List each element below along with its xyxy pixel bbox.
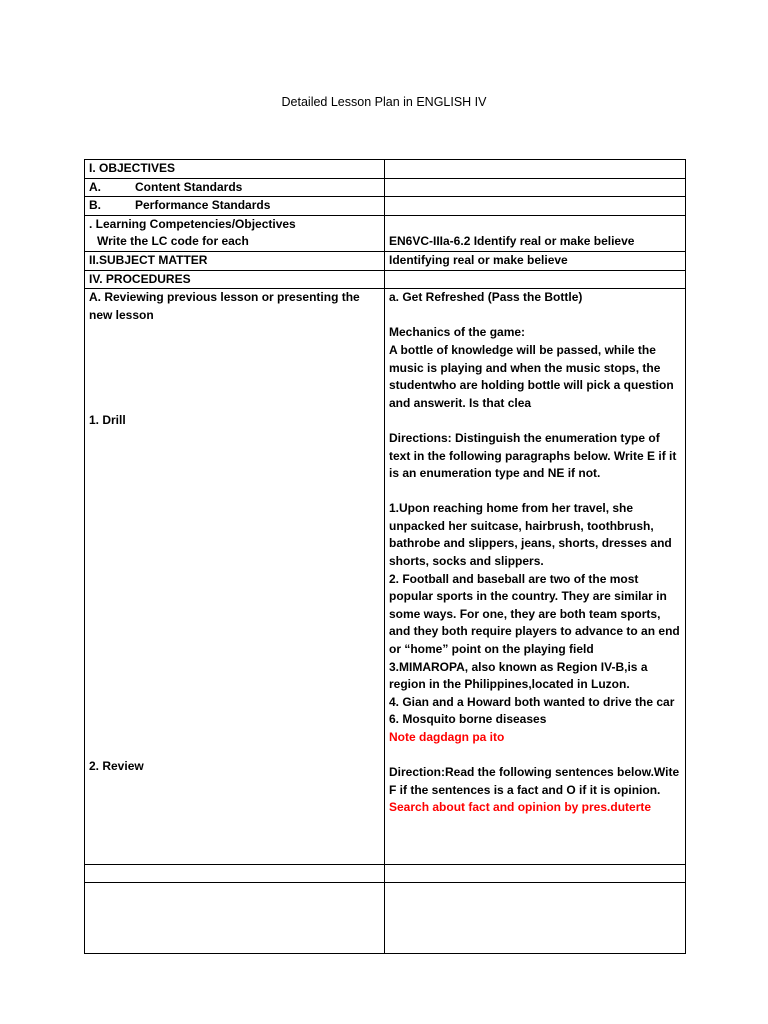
table-row	[85, 178, 686, 197]
review-note: Search about fact and opinion by pres.duterte	[389, 800, 652, 815]
competencies-label: . Learning Competencies/Objectives	[89, 216, 296, 231]
review-directions: Direction:Read the following sentences below.Wite F if the sentences is a fact and O if it is opinion.	[389, 765, 680, 797]
procedures-value-cell	[385, 270, 686, 289]
objectives-value-cell	[385, 160, 686, 179]
content-standards-value-cell	[385, 178, 686, 197]
procedures-right-cell	[385, 289, 686, 865]
lesson-plan-table	[84, 159, 686, 954]
empty-cell	[85, 883, 385, 954]
competencies-cell	[85, 215, 385, 251]
drill-item: 4. Gian and a Howard both wanted to drive the car	[389, 694, 675, 709]
table-row	[85, 865, 686, 883]
table-row	[85, 270, 686, 289]
table-row	[85, 160, 686, 179]
lc-code-instruction: Write the LC code for each	[97, 234, 249, 249]
empty-cell	[385, 865, 686, 883]
performance-standards-cell	[85, 197, 385, 216]
empty-cell	[385, 883, 686, 954]
get-refreshed-text: a. Get Refreshed (Pass the Bottle)	[389, 290, 583, 305]
procedures-left-cell	[85, 289, 385, 865]
table-row	[85, 883, 686, 954]
lc-code: EN6VC-IIIa-6.2 Identify real or make believe	[389, 234, 635, 249]
drill-directions: Directions: Distinguish the enumeration type of text in the following paragraphs below. Write E if it is an enumeration type and NE if not.	[389, 430, 677, 481]
procedures-heading: IV. PROCEDURES	[85, 270, 385, 289]
empty-cell	[85, 865, 385, 883]
content-standards-letter: A.	[89, 179, 101, 194]
drill-item: 3.MIMAROPA, also known as Region IV-B,is a region in the Philippines,located in Luzon.	[389, 659, 648, 692]
content-standards-cell	[85, 178, 385, 197]
document-title: Detailed Lesson Plan in ENGLISH IV	[281, 95, 487, 109]
table-row	[85, 197, 686, 216]
subject-matter-value: Identifying real or make believe	[385, 251, 686, 270]
competencies-value-cell	[385, 215, 686, 251]
table-row	[85, 251, 686, 270]
drill-item: 1.Upon reaching home from her travel, she unpacked her suitcase, hairbrush, toothbrush, bathrobe and slippers, jeans, shorts, dresses and shorts, socks and slippers.	[389, 501, 672, 569]
drill-label: 1. Drill	[89, 413, 126, 428]
table-row	[85, 215, 686, 251]
mechanics-text: A bottle of knowledge will be passed, while the music is playing and when the music stops, the studentwho are holding bottle will pick a question and answerit. Is that clea	[389, 342, 674, 410]
performance-standards-label: Performance Standards	[135, 198, 271, 213]
drill-item: 6. Mosquito borne diseases	[389, 712, 547, 727]
content-standards-label: Content Standards	[135, 179, 243, 194]
performance-standards-value-cell	[385, 197, 686, 216]
table-row	[85, 289, 686, 865]
review-label: 2. Review	[89, 758, 144, 773]
drill-item: 2. Football and baseball are two of the most popular sports in the country. They are similar in some ways. For one, they are both team sports, and they both require players to advance to an end or “home” point on the playing field	[389, 571, 680, 657]
drill-note: Note dagdagn pa ito	[389, 730, 505, 744]
mechanics-title: Mechanics of the game:	[389, 325, 526, 340]
review-previous-lesson-label: A. Reviewing previous lesson or presenting the new lesson	[89, 290, 360, 322]
performance-standards-letter: B.	[89, 198, 101, 213]
subject-matter-heading: II.SUBJECT MATTER	[85, 251, 385, 270]
objectives-heading: I. OBJECTIVES	[85, 160, 385, 179]
